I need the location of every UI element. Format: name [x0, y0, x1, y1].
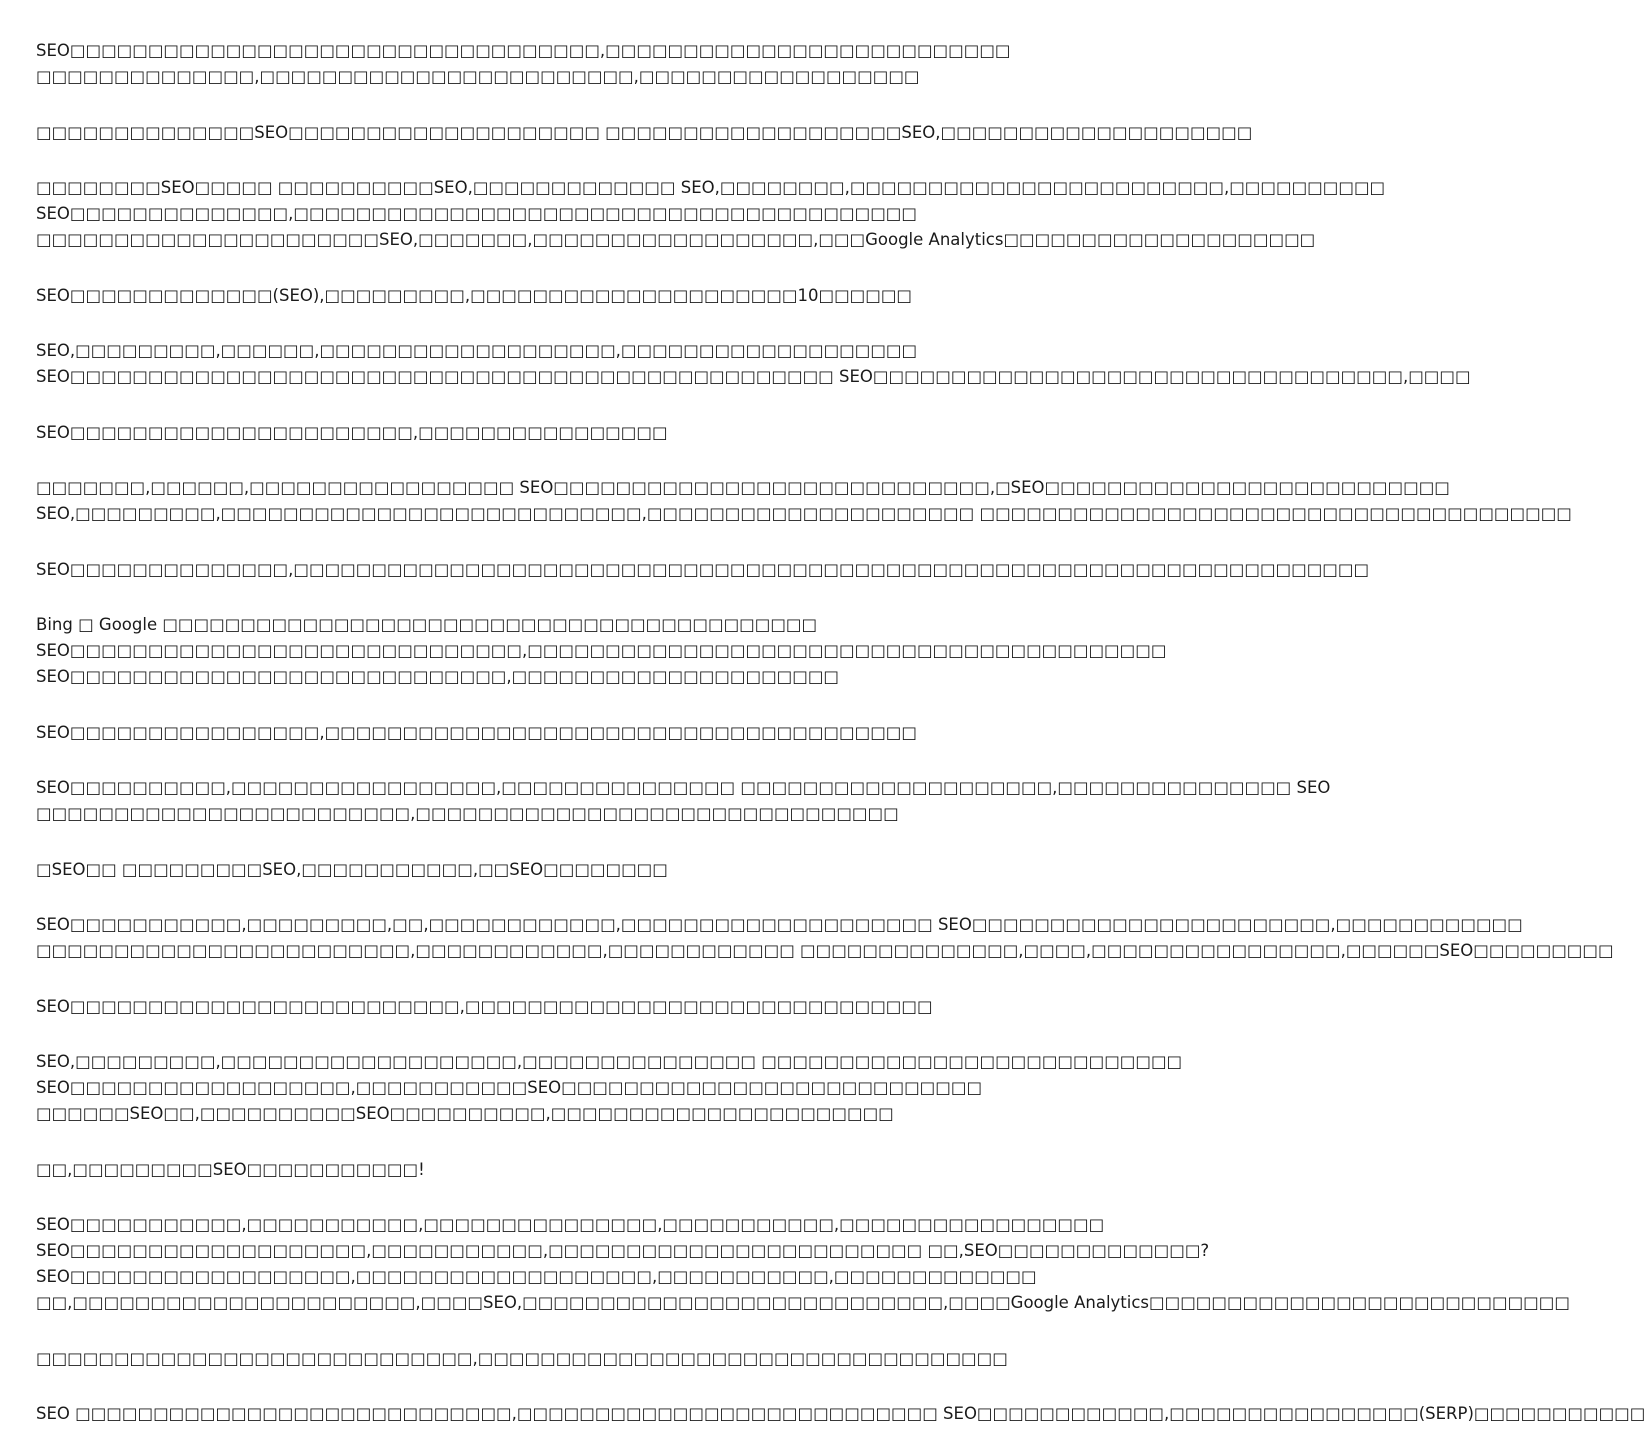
text-line: □□□□□□□□SEO□□□□□ □□□□□□□□□□SEO,□□□□□□□□□□□□□ SEO,□□□□□□□□,□□□□□□□□□□□□□□□□□□□□□□□□,□□□□□□□□□□: [36, 178, 1386, 197]
paragraph: [36, 557, 1370, 583]
paragraph: [36, 1346, 1008, 1372]
text-line: □□□□□□□□□□□□□□,□□□□□□□□□□□□□□□□□□□□□□□□,□□□□□□□□□□□□□□□□□□: [36, 67, 920, 86]
text-line: SEO□□□□□□□□□□□□□□□□□□□□□□□□□□□□□,□□□□□□□□□□□□□□□□□□□□□□□□□□□□□□□□□□□□□□□□□: [36, 641, 1167, 660]
text-line: SEO□□□□□□□□□□□□□□□□□□,□□□□□□□□□□□□□□□□□□□,□□□□□□□□□□□,□□□□□□□□□□□□□: [36, 1267, 1037, 1286]
text-line: SEO□□□□□□□□□□□,□□□□□□□□□,□□,□□□□□□□□□□□□,□□□□□□□□□□□□□□□□□□□□ SEO□□□□□□□□□□□□□□□□□□□□□□□,□□□□□□□□□□□□: [36, 915, 1523, 934]
text-line: □□□□□□□□□□□□□□□□□□□□□□□□,□□□□□□□□□□□□,□□□□□□□□□□□□ □□□□□□□□□□□□□□,□□□□,□□□□□□□□□□□□□□□□,□□□□□□SEO□□□□□□□□□: [36, 941, 1614, 960]
paragraph: [36, 1049, 1183, 1127]
text-line: □□□□□□□□□□□□□□□□□□□□□□SEO,□□□□□□□,□□□□□□□□□□□□□□□□□□,□□□Google Analytics□□□□□□□□□□□□□□□□□□□□: [36, 230, 1316, 249]
paragraph: [36, 612, 1167, 690]
paragraph: [36, 420, 988, 446]
paragraph: [36, 1157, 988, 1183]
text-line: □□□□□□□□□□□□□□SEO□□□□□□□□□□□□□□□□□□□□ □□□□□□□□□□□□□□□□□□□SEO,□□□□□□□□□□□□□□□□□□□□: [36, 122, 1253, 142]
text-line: SEO,□□□□□□□□□,□□□□□□□□□□□□□□□□□□□□□□□□□□□,□□□□□□□□□□□□□□□□□□□□□ □□□□□□□□□□□□□□□□□□□□□□□□□□□□□□□□□□□□□□: [36, 504, 1572, 523]
text-line: SEO□□□□□□□□□□□□□□□□□□□□□□□□□□□□,□□□□□□□□□□□□□□□□□□□□□: [36, 667, 840, 686]
text-line: SEO□□□□□□□□□□□□□□□□□□□□□□□□□,□□□□□□□□□□□□□□□□□□□□□□□□□□□□□□: [36, 996, 933, 1016]
text-line: SEO□□□□□□□□□□□□□□□□□□□□□□□□□□□□□□□□□□□□□□□□□□□□□□□□□ SEO□□□□□□□□□□□□□□□□□□□□□□□□□□□□□□□□□□,□□□□: [36, 367, 1471, 386]
text-line: SEO□□□□□□□□□□□□□□□□□□□□□□□□□□□□□□□□□□,□□□□□□□□□□□□□□□□□□□□□□□□□□: [36, 41, 1011, 60]
text-line: SEO□□□□□□□□□□□□□□□□□□□□□□,□□□□□□□□□□□□□□□□: [36, 422, 668, 442]
paragraph: [36, 38, 1011, 90]
text-line: SEO□□□□□□□□□□□□□□□□,□□□□□□□□□□□□□□□□□□□□□□□□□□□□□□□□□□□□□□: [36, 722, 917, 742]
text-line: □□□□□□□□□□□□□□□□□□□□□□□□□□□□,□□□□□□□□□□□□□□□□□□□□□□□□□□□□□□□□□□: [36, 1348, 1008, 1368]
text-line: □□,□□□□□□□□□□□□□□□□□□□□□□,□□□□SEO,□□□□□□□□□□□□□□□□□□□□□□□□□□□,□□□□Google Analytics□□□□□□□□□□□□□□□□□□□□□□□□□□□: [36, 1293, 1570, 1312]
paragraph: [36, 775, 1331, 827]
text-line: □□□□□□SEO□□,□□□□□□□□□□SEO□□□□□□□□□□,□□□□□□□□□□□□□□□□□□□□□□: [36, 1104, 894, 1123]
text-line: SEO□□□□□□□□□□□,□□□□□□□□□□□,□□□□□□□□□□□□□□□,□□□□□□□□□□□,□□□□□□□□□□□□□□□□□: [36, 1215, 1105, 1234]
text-line: □□,□□□□□□□□□SEO□□□□□□□□□□□!: [36, 1159, 425, 1179]
document-body: [36, 38, 1645, 1427]
paragraph: [36, 120, 1253, 146]
paragraph: [36, 1212, 1570, 1316]
paragraph: [36, 283, 988, 309]
text-line: □□□□□□□□□□□□□□□□□□□□□□□□,□□□□□□□□□□□□□□□□□□□□□□□□□□□□□□□: [36, 804, 899, 823]
text-line: SEO □□□□□□□□□□□□□□□□□□□□□□□□□□□□,□□□□□□□□□□□□□□□□□□□□□□□□□□□ SEO□□□□□□□□□□□□,□□□□□□□□□□□□□□□□(SERP)□□□□□□□□□□□: [36, 1404, 1645, 1423]
paragraph: [36, 912, 1614, 964]
text-line: □□□□□□□,□□□□□□,□□□□□□□□□□□□□□□□□ SEO□□□□□□□□□□□□□□□□□□□□□□□□□□□□,□SEO□□□□□□□□□□□□□□□□□□□□□□□□□□: [36, 478, 1450, 497]
text-line: □SEO□□ □□□□□□□□□SEO,□□□□□□□□□□□,□□SEO□□□□□□□□: [36, 859, 668, 879]
paragraph: [36, 720, 988, 746]
text-line: SEO□□□□□□□□□□□□□□,□□□□□□□□□□□□□□□□□□□□□□□□□□□□□□□□□□□□□□□□□□□□□□□□□□□□□□□□□□□□□□□□□□□□□: [36, 559, 1370, 579]
text-line: SEO□□□□□□□□□□□□□□,□□□□□□□□□□□□□□□□□□□□□□□□□□□□□□□□□□□□□□□□: [36, 204, 917, 223]
paragraph: [36, 175, 1386, 253]
text-line: SEO□□□□□□□□□□□□□□□□□□,□□□□□□□□□□□SEO□□□□□□□□□□□□□□□□□□□□□□□□□□□: [36, 1078, 983, 1097]
paragraph: [36, 338, 1471, 390]
text-line: SEO□□□□□□□□□□□□□(SEO),□□□□□□□□□,□□□□□□□□□□□□□□□□□□□□□10□□□□□□: [36, 285, 913, 305]
text-line: SEO,□□□□□□□□□,□□□□□□,□□□□□□□□□□□□□□□□□□□,□□□□□□□□□□□□□□□□□□□: [36, 341, 918, 360]
text-line: SEO□□□□□□□□□□□□□□□□□□□,□□□□□□□□□□□,□□□□□□□□□□□□□□□□□□□□□□□□ □□,SEO□□□□□□□□□□□□□?: [36, 1241, 1210, 1260]
text-line: SEO,□□□□□□□□□,□□□□□□□□□□□□□□□□□□□,□□□□□□□□□□□□□□□ □□□□□□□□□□□□□□□□□□□□□□□□□□□: [36, 1052, 1183, 1071]
paragraph: [36, 857, 988, 883]
text-line: Bing □ Google □□□□□□□□□□□□□□□□□□□□□□□□□□□□□□□□□□□□□□□□□□: [36, 615, 818, 634]
paragraph: [36, 994, 988, 1020]
text-line: SEO□□□□□□□□□□,□□□□□□□□□□□□□□□□□,□□□□□□□□□□□□□□□ □□□□□□□□□□□□□□□□□□□□,□□□□□□□□□□□□□□□ SEO: [36, 778, 1331, 797]
paragraph: [36, 1401, 1645, 1427]
paragraph: [36, 475, 1572, 527]
